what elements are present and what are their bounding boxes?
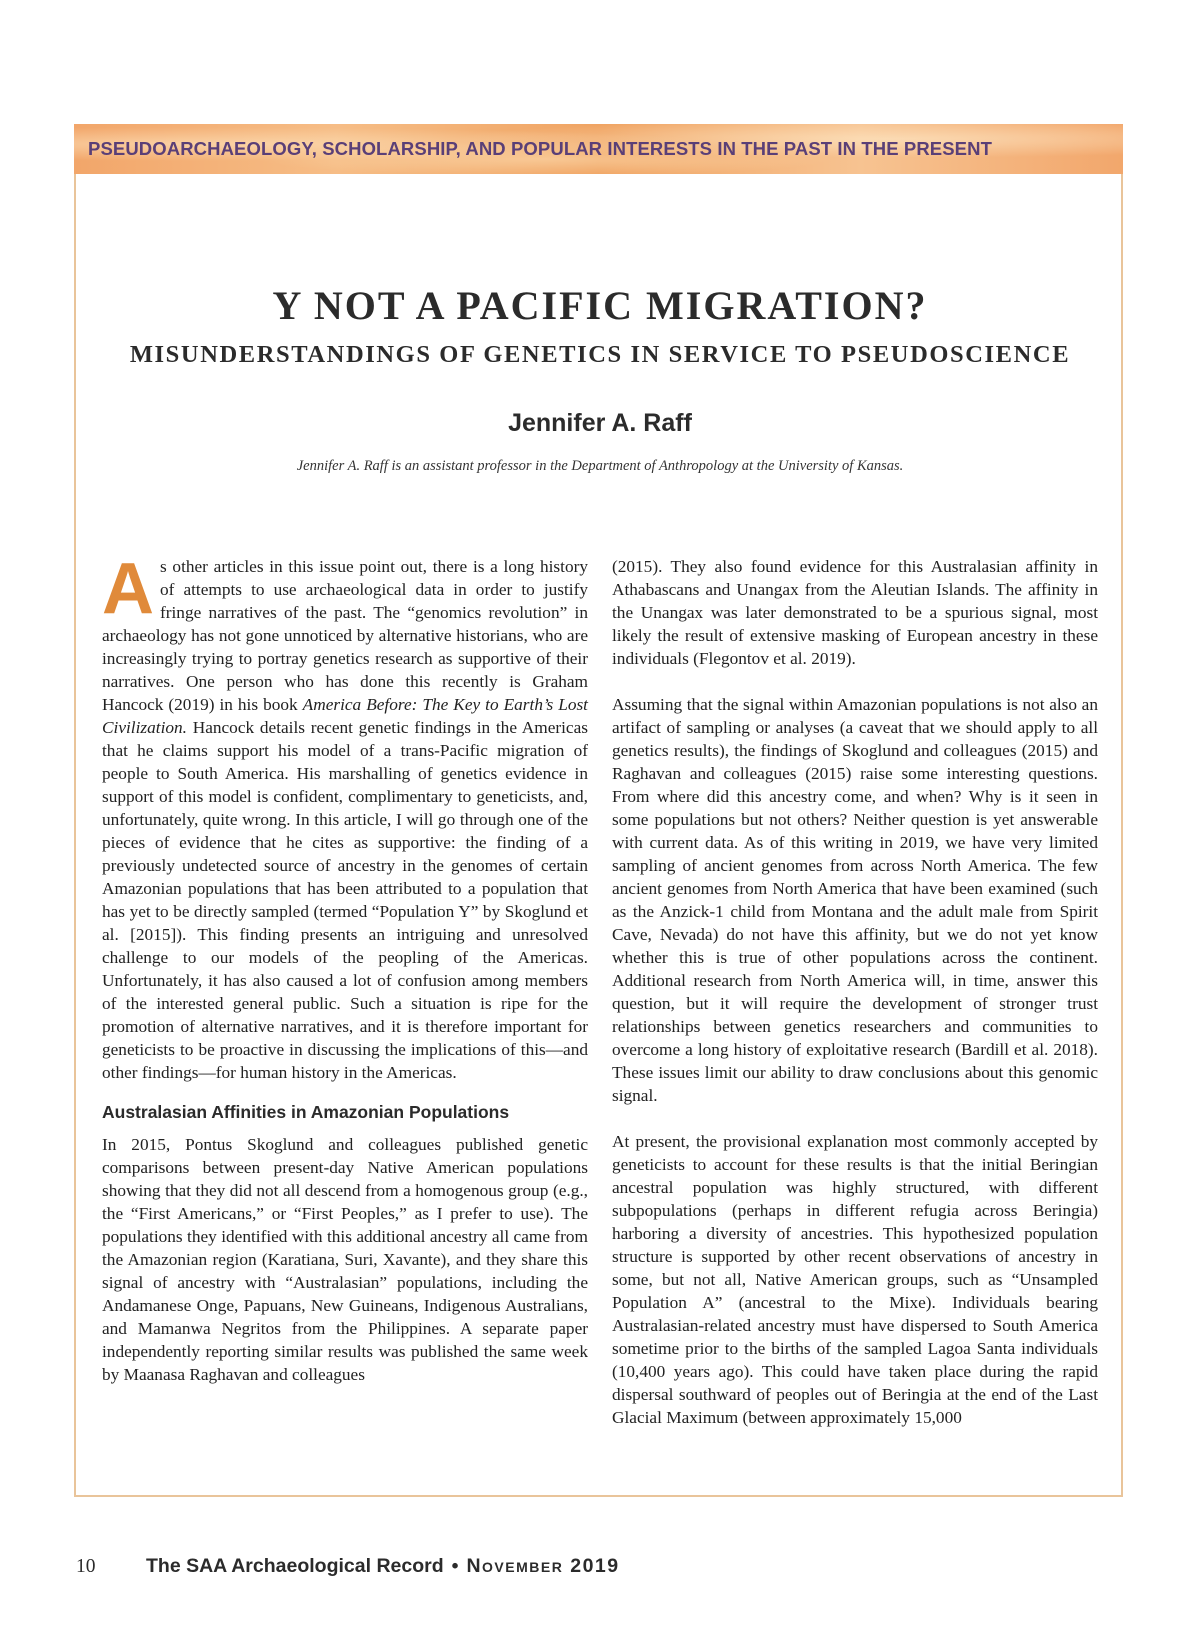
page-number: 10 — [76, 1556, 96, 1577]
series-banner — [74, 124, 1123, 174]
intro-text-start: s other articles in this issue point out, there is a long history of attempts to use archaeological data in order to justify fringe narratives of the past. The “genomics revolution” in archaeology has not gone unnoticed by alternative historians, who are increasingly trying to portray genetics research as supportive of their narratives. One person who has done this recently is Graham Hancock (2019) in his book — [102, 557, 588, 714]
issue-date: November 2019 — [466, 1555, 620, 1577]
left-column — [102, 549, 588, 1386]
footer-bullet: • — [451, 1555, 459, 1577]
intro-text-rest: Hancock details recent genetic findings in the Americas that he claims support his model of a trans-Pacific migration of people to South America. His marshalling of genetics evidence in support of this model is confident, complimentary to geneticists, and, unfortunately, quite wrong. In this article, I will go through one of the pieces of evidence that he cites as supportive: the finding of a previously undetected source of ancestry in the genomes of certain Amazonian populations that has been attributed to a population that has yet to be directly sampled (termed “Population Y” by Skoglund et al. [2015]). This finding presents an intriguing and unresolved challenge to our models of the peopling of the Americas. Unfortunately, it has also caused a lot of confusion among members of the interested general public. Such a situation is ripe for the promotion of alternative narratives, and it is therefore important for geneticists to be proactive in discussing the implications of this—and other findings—for human history in the Americas. — [102, 718, 588, 1082]
series-banner-text: PSEUDOARCHAEOLOGY, SCHOLARSHIP, AND POPULAR INTERESTS IN THE PAST IN THE PRESENT — [88, 138, 992, 159]
page-footer — [76, 1555, 620, 1578]
author-name: Jennifer A. Raff — [508, 409, 692, 437]
paragraph-assumptions: Assuming that the signal within Amazonian populations is not also an artifact of sampling or analyses (a caveat that we should apply to all genetics results), the findings of Skoglund and colleagues (2015) and Raghavan and colleagues (2015) raise some interesting questions. From where did this ancestry come, and when? Why is it seen in some populations but not others? Neither question is yet answerable with current data. As of this writing in 2019, we have very limited sampling of ancient genomes from across North America. The few ancient genomes from North America that have been examined (such as the Anzick-1 child from Montana and the adult male from Spirit Cave, Nevada) do not have this affinity, but we do not yet know whether this is true of other populations across the continent. Additional research from North America will, in time, answer this question, but it will require the development of stronger trust relationships between genetics researchers and communities to overcome a long history of exploitative research (Bardill et al. 2018). These issues limit our ability to draw conclusions about this genomic signal. — [612, 695, 1098, 1105]
article-title: Y NOT A PACIFIC MIGRATION? — [272, 283, 928, 328]
article-subtitle: MISUNDERSTANDINGS OF GENETICS IN SERVICE TO PSEUDOSCIENCE — [129, 341, 1071, 368]
section-heading: Australasian Affinities in Amazonian Populations — [102, 1102, 510, 1122]
author-affiliation: Jennifer A. Raff is an assistant professor in the Department of Anthropology at the University of Kansas. — [296, 458, 904, 474]
journal-name: The SAA Archaeological Record — [146, 1555, 444, 1577]
book-title: America Before: The Key to Earth’s Lost Civilization. — [102, 695, 588, 737]
paragraph-skoglund: In 2015, Pontus Skoglund and colleagues published genetic comparisons between present-day Native American populations showing that they did not all descend from a homogenous group (e.g., the “First Americans,” or “First Peoples,” as I prefer to use). The populations they identified with this additional ancestry all came from the Amazonian region (Karatiana, Suri, Xavante), and they share this signal of ancestry with “Australasian” populations, including the Andamanese Onge, Papuans, New Guineans, Indigenous Australians, and Mamanwa Negritos from the Philippines. A separate paper independently reporting similar results was published the same week by Maanasa Raghavan and colleagues — [102, 1135, 588, 1384]
right-column — [612, 555, 1098, 1429]
paragraph-raghavan: (2015). They also found evidence for this Australasian affinity in Athabascans and Unangax from the Aleutian Islands. The affinity in the Unangax was later demonstrated to be a spurious signal, most likely the result of extensive masking of European ancestry in these individuals (Flegontov et al. 2019). — [612, 557, 1098, 668]
paragraph-provisional: At present, the provisional explanation most commonly accepted by geneticists to account for these results is that the initial Beringian ancestral population was highly structured, with different subpopulations (perhaps in different refugia across Beringia) harboring a diversity of ancestries. This hypothesized population structure is supported by other recent observations of ancestry in some, but not all, Native American groups, such as “Unsampled Population A” (ancestral to the Mixe). Individuals bearing Australasian-related ancestry must have dispersed to South America sometime prior to the births of the sampled Lagoa Santa individuals (10,400 years ago). This could have taken place during the rapid dispersal southward of peoples out of Beringia at the end of the Last Glacial Maximum (between approximately 15,000 — [612, 1132, 1098, 1427]
drop-cap: A — [102, 549, 154, 629]
intro-paragraph — [102, 549, 588, 1084]
